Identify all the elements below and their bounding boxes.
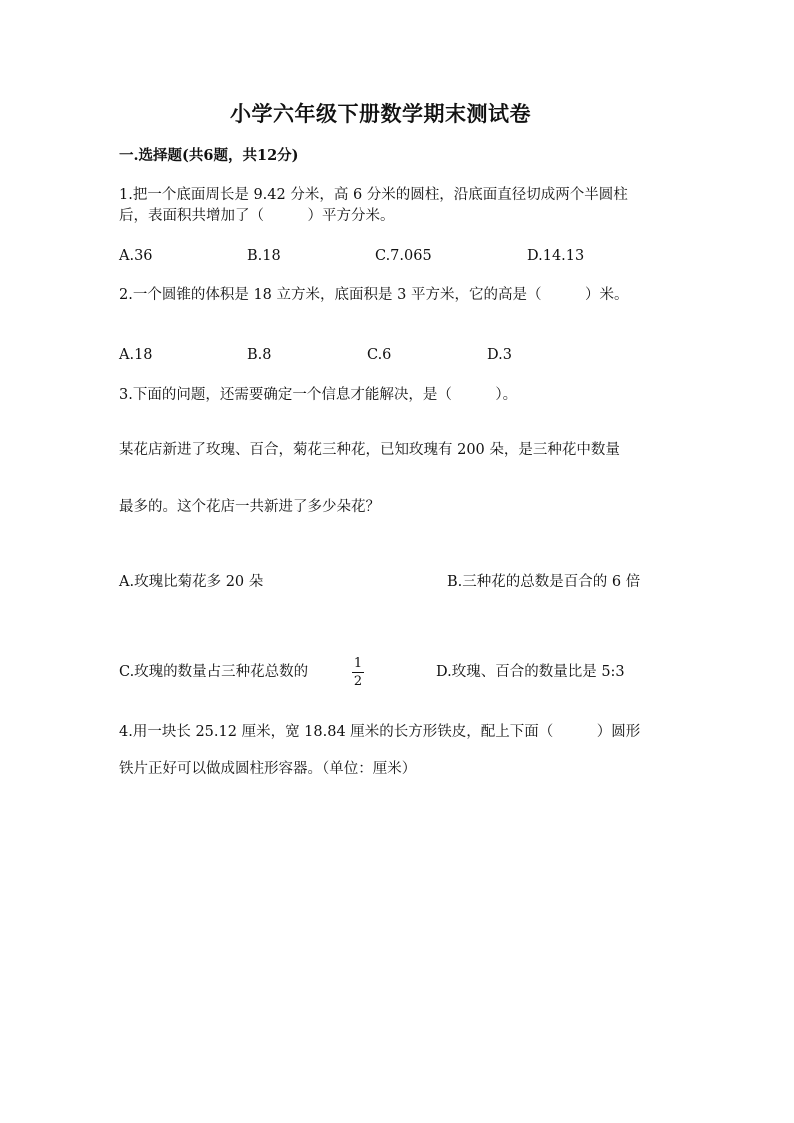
question-2-option-b[interactable]: B.8 (247, 347, 272, 363)
question-1-option-c[interactable]: C.7.065 (375, 248, 432, 264)
question-1-option-d[interactable]: D.14.13 (527, 248, 585, 264)
question-2-option-a[interactable]: A.18 (119, 347, 153, 363)
question-3-option-a[interactable]: A.玫瑰比菊花多 20 朵 (119, 574, 264, 590)
question-1-line-2: 后，表面积共增加了（ ）平方分米。 (119, 208, 395, 224)
fraction-one-half (351, 657, 365, 688)
question-4-line-1: 4.用一块长 25.12 厘米，宽 18.84 厘米的长方形铁皮，配上下面（ ）圆形 (119, 724, 641, 740)
question-3-passage-line-1: 某花店新进了玫瑰、百合，菊花三种花，已知玫瑰有 200 朵，是三种花中数量 (119, 442, 620, 458)
question-3-option-d[interactable]: D.玫瑰、百合的数量比是 5:3 (436, 664, 625, 680)
fraction-denominator: 2 (353, 674, 363, 689)
question-4-line-2: 铁片正好可以做成圆柱形容器。（单位：厘米） (119, 761, 417, 777)
section-heading: 一.选择题(共6题，共12分) (119, 147, 299, 164)
question-1-line-1: 1.把一个底面周长是 9.42 分米，高 6 分米的圆柱，沿底面直径切成两个半圆柱 (119, 187, 628, 203)
question-2-line-1: 2.一个圆锥的体积是 18 立方米，底面积是 3 平方米，它的高是（ ）米。 (119, 287, 629, 303)
question-3-option-b[interactable]: B.三种花的总数是百合的 6 倍 (447, 574, 641, 590)
question-1-option-a[interactable]: A.36 (119, 248, 153, 264)
question-2-option-d[interactable]: D.3 (487, 347, 512, 363)
question-3-line-1: 3.下面的问题，还需要确定一个信息才能解决，是（ ）。 (119, 387, 518, 403)
question-3-option-c[interactable]: C.玫瑰的数量占三种花总数的 (119, 664, 309, 680)
question-1-option-b[interactable]: B.18 (247, 248, 281, 264)
question-3-passage-line-2: 最多的。这个花店一共新进了多少朵花？ (119, 499, 380, 515)
fraction-numerator: 1 (353, 656, 363, 671)
question-2-option-c[interactable]: C.6 (367, 347, 392, 363)
page-title: 小学六年级下册数学期末测试卷 (230, 101, 531, 126)
